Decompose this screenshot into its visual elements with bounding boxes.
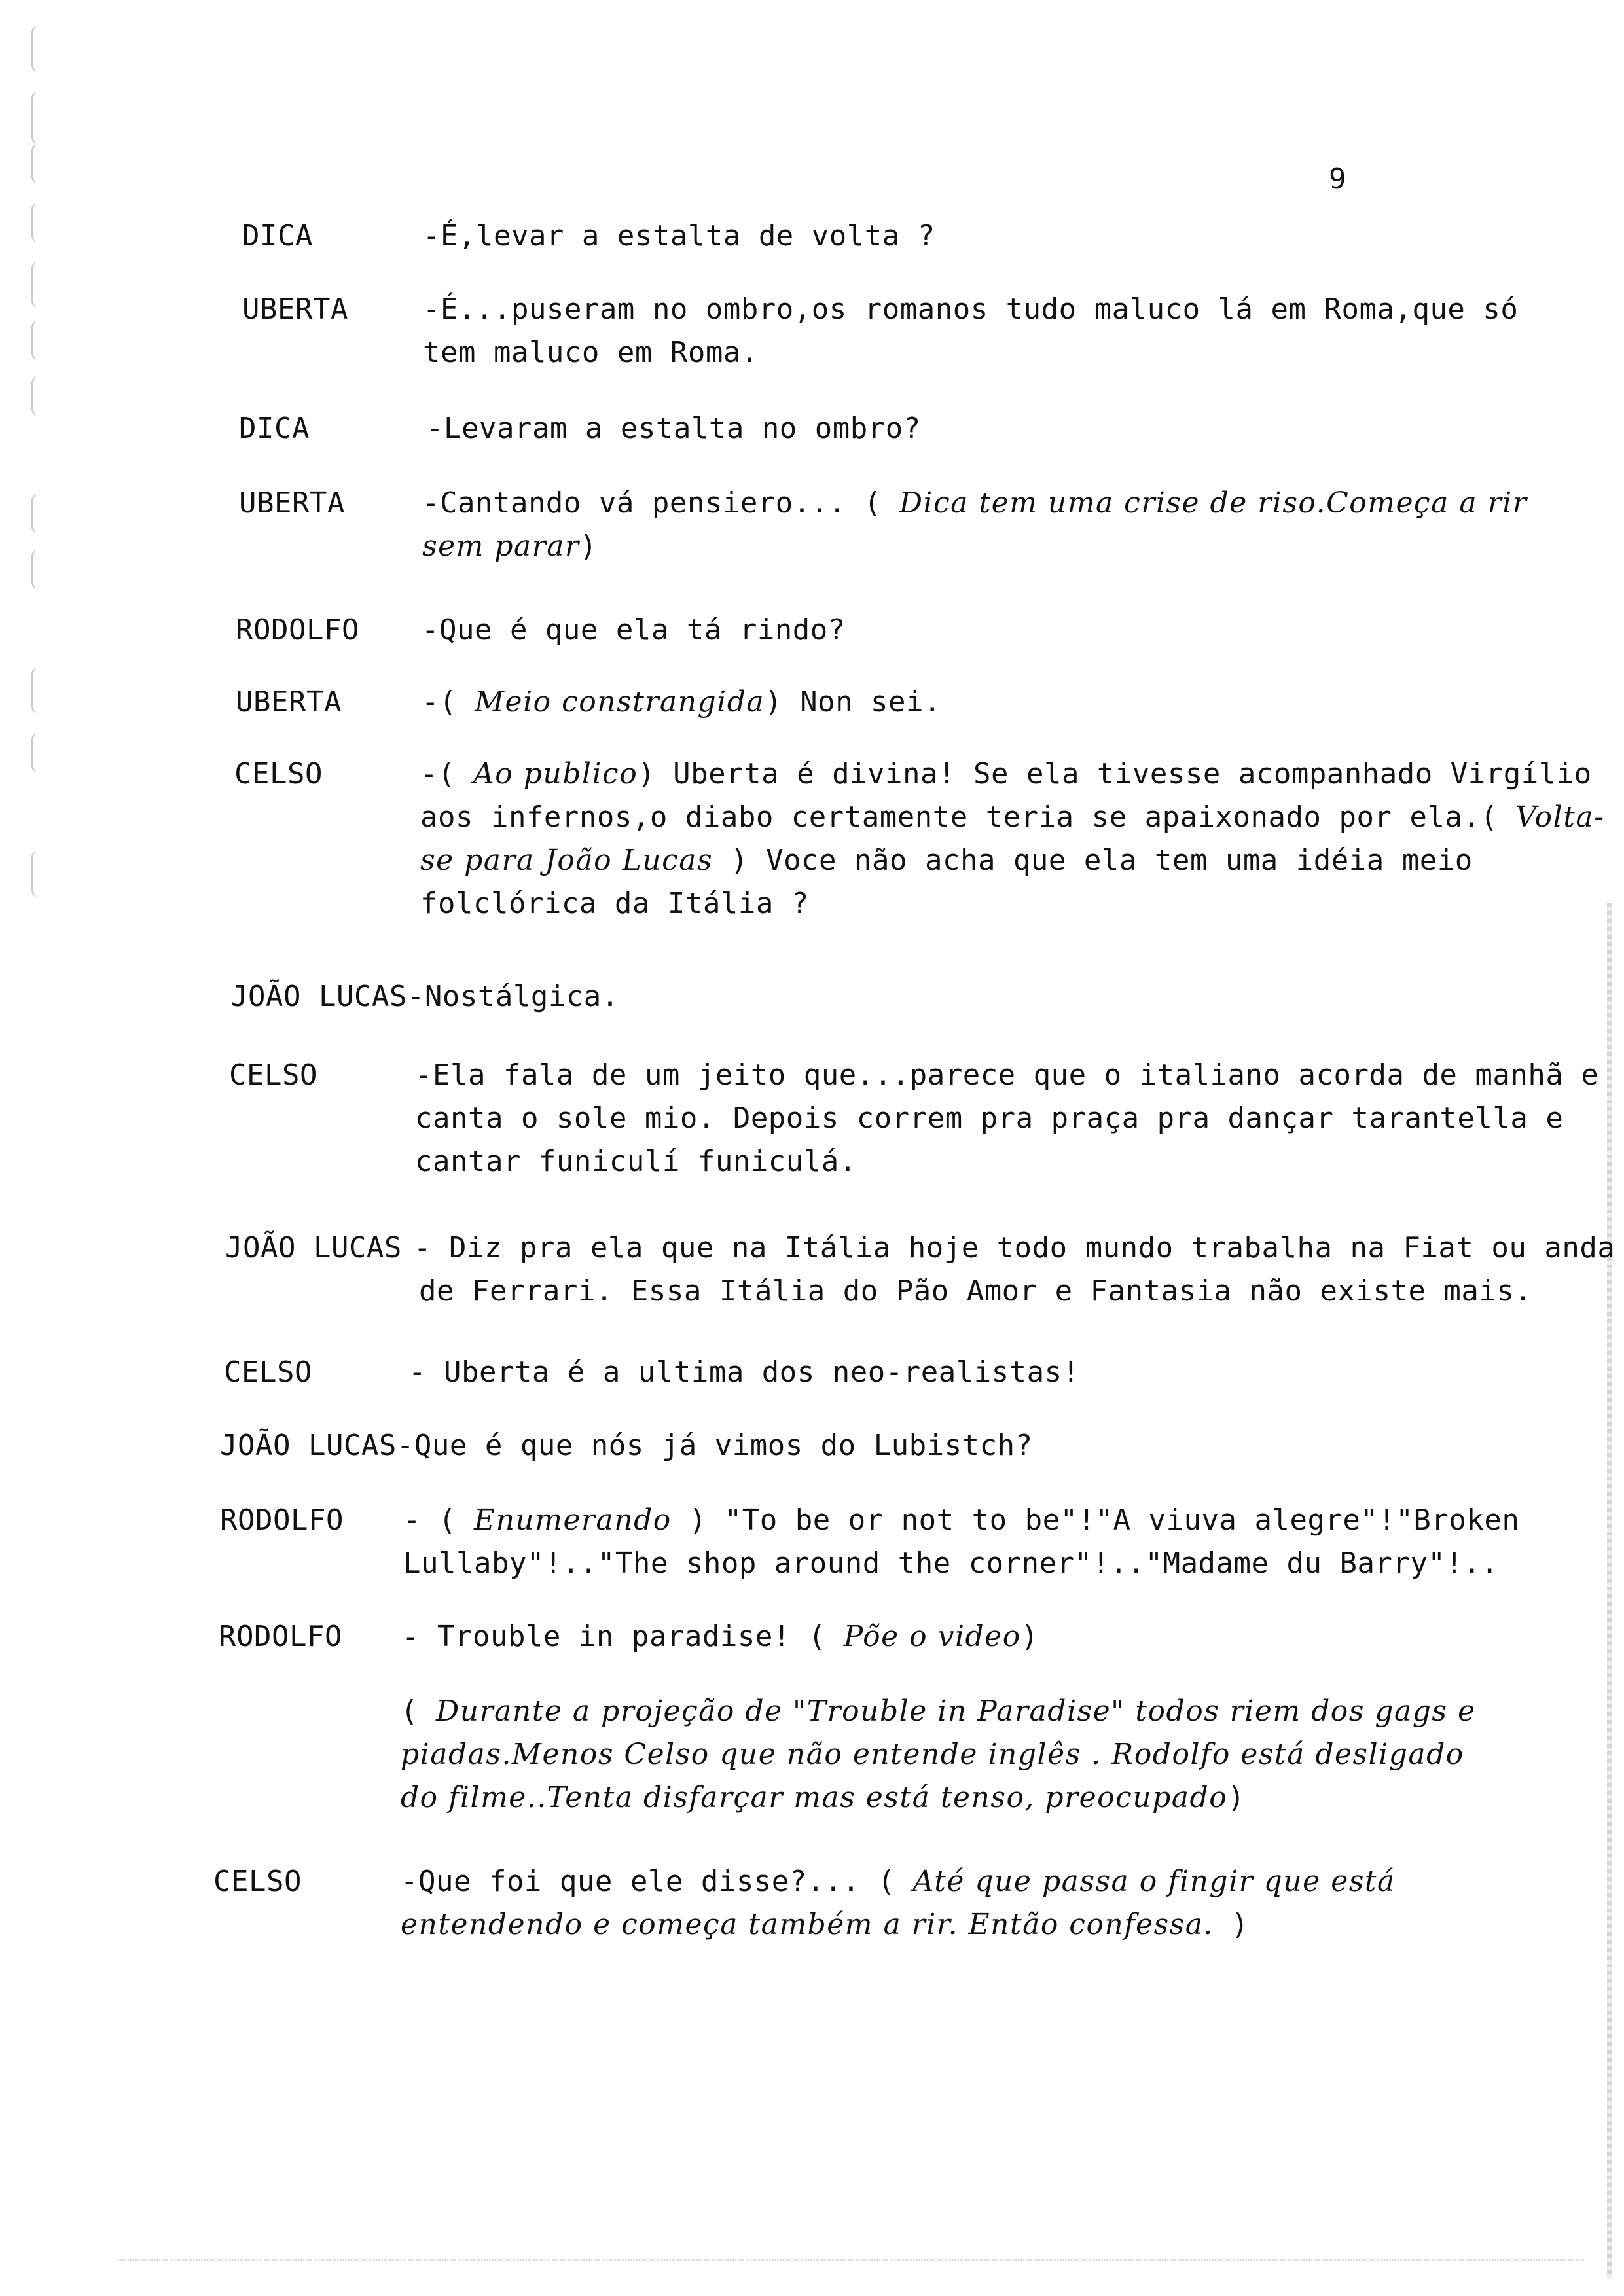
speech-line: -É...puseram no ombro,os romanos tudo maluco lá em Roma,que só — [423, 293, 1519, 326]
speech-fragment: -Que foi que ele disse?... ( — [401, 1865, 913, 1898]
speech-text — [423, 215, 935, 258]
stage-direction: entendendo e começa também a rir. Então confessa. — [401, 1908, 1214, 1941]
speaker-name: JOÃO LUCAS — [230, 980, 407, 1013]
speaker-name: UBERTA — [236, 685, 342, 719]
speech-line — [422, 525, 1527, 568]
stage-direction: Ao publico — [473, 757, 638, 791]
stage-direction: Dica tem uma crise de riso.Começa a rir — [899, 486, 1528, 520]
speech-line: de Ferrari. Essa Itália do Pão Amor e Fantasia não existe mais. — [419, 1274, 1532, 1308]
speaker-name: CELSO — [229, 1058, 317, 1092]
dialogue-block — [230, 975, 1461, 1018]
speech-line — [401, 1733, 1476, 1776]
speech-line — [422, 482, 1527, 525]
stage-direction: piadas.Menos Celso que não entende inglês . Rodolfo está desligado — [401, 1738, 1464, 1771]
speech-line: -É,levar a estalta de volta ? — [423, 219, 935, 253]
speech-text — [402, 1615, 1039, 1659]
scan-mark — [31, 144, 43, 183]
speech-line: - Diz pra ela que na Itália hoje todo mundo trabalha na Fiat ou anda — [414, 1231, 1615, 1265]
scan-mark — [31, 262, 43, 308]
speech-line — [420, 753, 1605, 796]
speech-text — [415, 1054, 1598, 1183]
scan-mark — [31, 851, 43, 897]
speaker-name: UBERTA — [239, 486, 345, 520]
speech-line: Lullaby"!.."The shop around the corner"!.."Madame du Barry"!.. — [403, 1547, 1499, 1580]
speech-fragment: ) — [1213, 1908, 1249, 1941]
speech-fragment: -( — [422, 685, 475, 719]
speech-line: -Levaram a estalta no ombro? — [426, 412, 921, 445]
speaker-name: DICA — [242, 219, 313, 253]
speech-line — [401, 1860, 1396, 1903]
scan-mark — [31, 376, 43, 416]
speech-text — [403, 1499, 1519, 1585]
speech-fragment: ) — [1020, 1620, 1039, 1653]
speech-line — [401, 1690, 1476, 1733]
speech-text — [422, 609, 846, 652]
dialogue-block — [220, 1424, 1464, 1467]
speech-line — [420, 839, 1605, 882]
speech-text — [422, 681, 941, 724]
speech-line: canta o sole mio. Depois correm pra praça pra dançar tarantella e — [415, 1102, 1564, 1135]
speech-line — [422, 681, 941, 724]
speech-text — [420, 753, 1605, 925]
stage-direction: Até que passa o fingir que está — [912, 1865, 1396, 1898]
stage-direction: sem parar — [422, 529, 580, 563]
speech-fragment: ) Non sei. — [765, 685, 942, 719]
stage-direction: Enumerando — [473, 1503, 672, 1537]
speaker-name: CELSO — [224, 1355, 312, 1389]
speech-line: folclórica da Itália ? — [420, 887, 809, 920]
speech-text — [423, 288, 1518, 374]
page-number: 9 — [1329, 162, 1346, 196]
speech-text — [401, 1690, 1476, 1820]
stage-direction: do filme..Tenta disfarçar mas está tenso, preocupado — [401, 1781, 1228, 1814]
speech-line — [401, 1903, 1396, 1946]
speaker-name: DICA — [239, 412, 310, 445]
speaker-name: CELSO — [213, 1865, 302, 1898]
scan-mark — [31, 92, 43, 144]
speech-text — [426, 407, 921, 450]
speaker-name: JOÃO LUCAS — [225, 1231, 402, 1265]
speaker-name: RODOLFO — [219, 1620, 342, 1653]
speaker-name: RODOLFO — [220, 1503, 344, 1537]
scan-mark — [31, 203, 43, 242]
speech-line — [402, 1615, 1039, 1659]
stage-direction: se para João Lucas — [420, 844, 713, 877]
speech-text — [422, 482, 1527, 568]
speech-line: -Que é que ela tá rindo? — [422, 613, 846, 647]
stage-direction: Durante a projeção de "Trouble in Paradise" todos riem dos gags e — [435, 1695, 1476, 1728]
scan-bottom-edge — [118, 2259, 1584, 2261]
scan-mark — [31, 494, 43, 533]
speech-fragment: ) Uberta é divina! Se ela tivesse acompanhado Virgílio — [638, 757, 1592, 791]
stage-direction: Volta- — [1515, 800, 1605, 834]
speech-fragment: -Nostálgica. — [406, 980, 619, 1013]
speech-fragment: -( — [420, 757, 473, 791]
scan-mark — [31, 321, 43, 360]
speaker-name: UBERTA — [242, 293, 348, 326]
speaker-name: JOÃO LUCAS — [220, 1429, 397, 1462]
speech-text — [401, 1860, 1396, 1946]
speaker-name: RODOLFO — [236, 613, 359, 647]
speech-line — [403, 1499, 1519, 1542]
speech-fragment: - Trouble in paradise! ( — [402, 1620, 844, 1653]
speech-line — [230, 980, 619, 1013]
speech-line: cantar funiculí funiculá. — [415, 1145, 857, 1178]
speech-fragment: ) — [1227, 1781, 1246, 1814]
speech-fragment: - ( — [403, 1503, 474, 1537]
speech-fragment: ) Voce não acha que ela tem uma idéia meio — [713, 844, 1473, 877]
speech-line — [401, 1776, 1476, 1820]
scan-mark — [31, 668, 43, 713]
speech-line: -Ela fala de um jeito que...parece que o italiano acorda de manhã e — [415, 1058, 1599, 1092]
speech-line: tem maluco em Roma. — [423, 336, 759, 369]
speech-fragment: ( — [401, 1695, 436, 1728]
speech-fragment: -Que é que nós já vimos do Lubistch? — [396, 1429, 1033, 1462]
speaker-name: CELSO — [234, 757, 323, 791]
scan-edge — [1607, 903, 1612, 2278]
speech-fragment: aos infernos,o diabo certamente teria se apaixonado por ela.( — [420, 800, 1516, 834]
scan-mark — [31, 733, 43, 772]
scan-mark — [31, 550, 43, 589]
speech-line: - Uberta é a ultima dos neo-realistas! — [408, 1355, 1080, 1389]
speech-fragment: ) "To be or not to be"!"A viuva alegre"!"Broken — [671, 1503, 1520, 1537]
stage-direction: Meio constrangida — [474, 685, 765, 719]
scan-mark — [31, 26, 43, 72]
speech-line — [220, 1429, 1033, 1462]
speech-text — [408, 1351, 1080, 1394]
speech-fragment: ) — [579, 529, 598, 563]
speech-fragment: -Cantando vá pensiero... ( — [422, 486, 899, 520]
stage-direction: Põe o video — [843, 1620, 1021, 1653]
speech-line — [420, 796, 1605, 839]
speech-text — [414, 1227, 1615, 1313]
